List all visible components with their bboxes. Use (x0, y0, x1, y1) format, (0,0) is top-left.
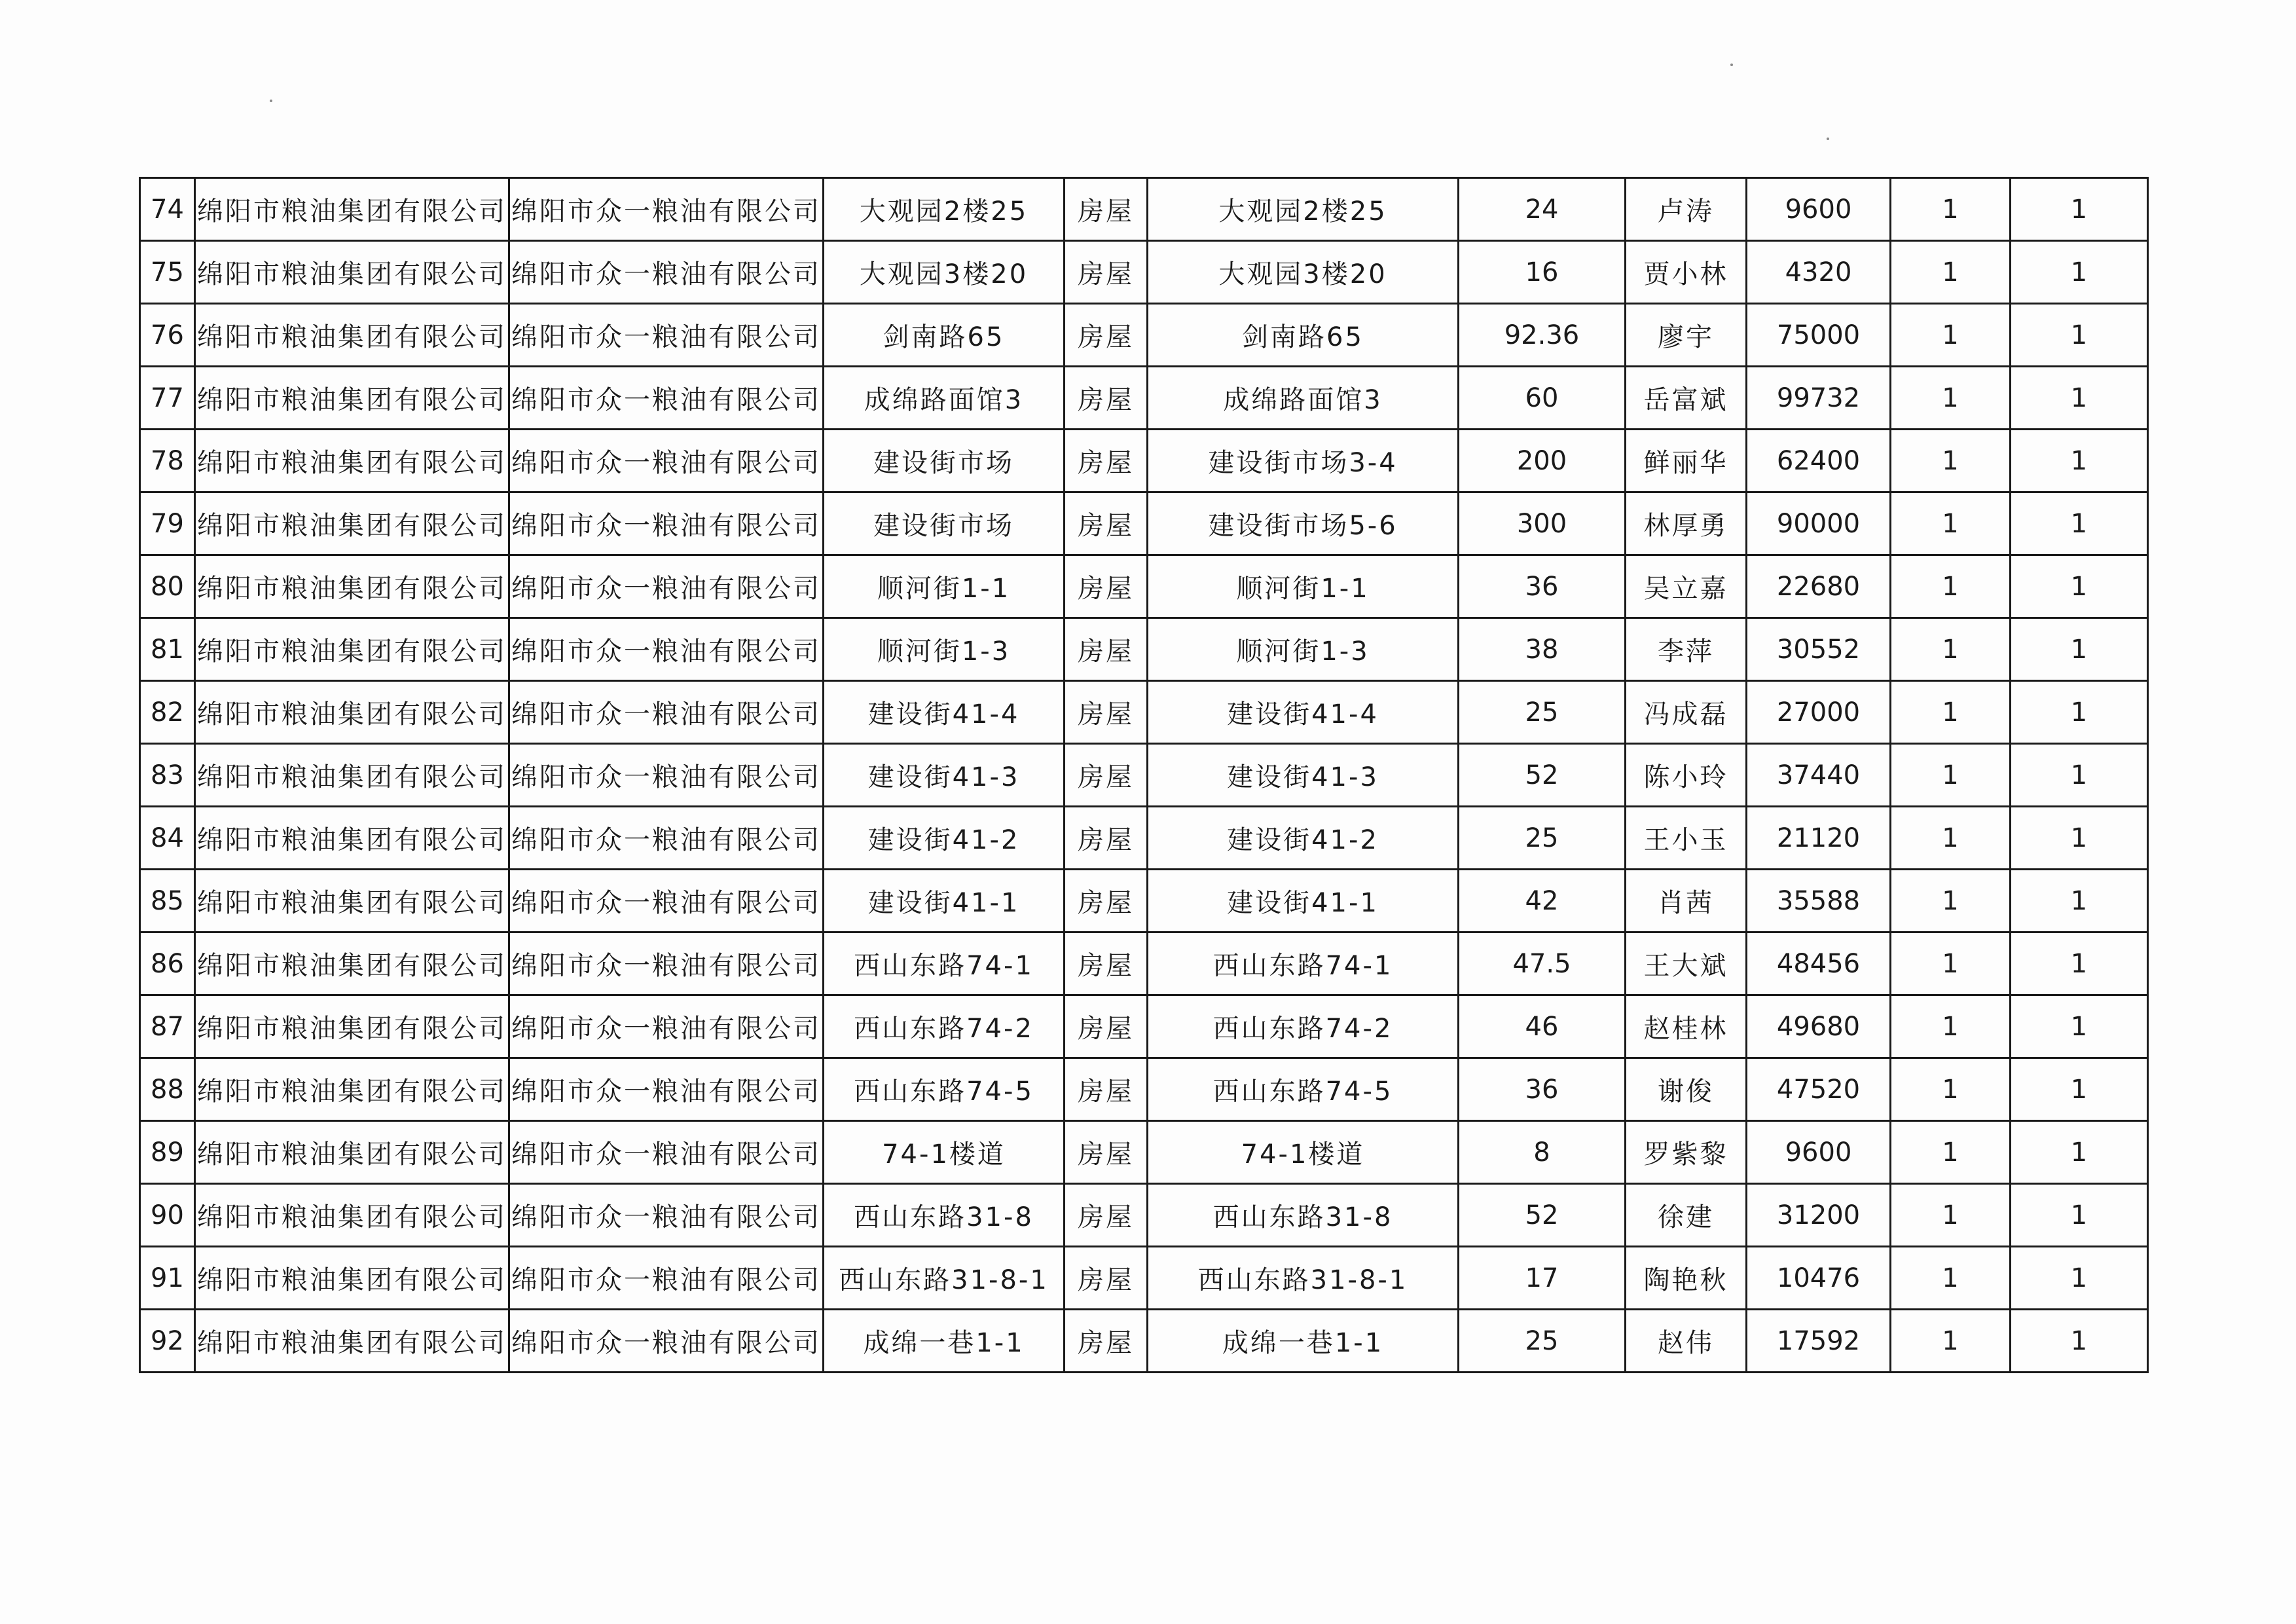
tenant-name-cell: 吴立嘉 (1626, 555, 1747, 618)
rent-amount-cell: 4320 (1747, 241, 1891, 304)
tenant-name-cell: 廖宇 (1626, 304, 1747, 367)
property-location-cell: 西山东路74-1 (824, 932, 1065, 995)
owner-company-cell: 绵阳市粮油集团有限公司 (195, 1121, 509, 1184)
tenant-name-cell: 李萍 (1626, 618, 1747, 681)
owner-company-cell: 绵阳市粮油集团有限公司 (195, 241, 509, 304)
managing-company-cell: 绵阳市众一粮油有限公司 (509, 241, 824, 304)
area-cell: 36 (1459, 555, 1626, 618)
col-11-value-cell: 1 (2011, 681, 2148, 744)
scan-speck (1827, 138, 1829, 140)
property-location-cell: 西山东路31-8-1 (824, 1247, 1065, 1310)
col-10-value-cell: 1 (1891, 744, 2011, 807)
asset-type-cell: 房屋 (1065, 744, 1148, 807)
tenant-name-cell: 林厚勇 (1626, 492, 1747, 555)
area-cell: 25 (1459, 807, 1626, 870)
managing-company-cell: 绵阳市众一粮油有限公司 (509, 995, 824, 1058)
area-cell: 42 (1459, 870, 1626, 932)
owner-company-cell: 绵阳市粮油集团有限公司 (195, 681, 509, 744)
asset-type-cell: 房屋 (1065, 995, 1148, 1058)
tenant-name-cell: 鲜丽华 (1626, 430, 1747, 492)
asset-type-cell: 房屋 (1065, 1247, 1148, 1310)
area-cell: 17 (1459, 1247, 1626, 1310)
area-cell: 46 (1459, 995, 1626, 1058)
col-11-value-cell: 1 (2011, 1121, 2148, 1184)
table-row (140, 870, 2148, 932)
area-cell: 300 (1459, 492, 1626, 555)
owner-company-cell: 绵阳市粮油集团有限公司 (195, 492, 509, 555)
table-row (140, 1247, 2148, 1310)
row-index-cell: 79 (140, 492, 195, 555)
col-11-value-cell: 1 (2011, 367, 2148, 430)
row-index-cell: 85 (140, 870, 195, 932)
rent-amount-cell: 37440 (1747, 744, 1891, 807)
asset-name-cell: 74-1楼道 (1148, 1121, 1459, 1184)
rent-amount-cell: 27000 (1747, 681, 1891, 744)
asset-name-cell: 西山东路31-8 (1148, 1184, 1459, 1247)
asset-type-cell: 房屋 (1065, 492, 1148, 555)
asset-name-cell: 建设街41-4 (1148, 681, 1459, 744)
col-11-value-cell: 1 (2011, 1184, 2148, 1247)
asset-name-cell: 顺河街1-1 (1148, 555, 1459, 618)
table-row (140, 1121, 2148, 1184)
owner-company-cell: 绵阳市粮油集团有限公司 (195, 1310, 509, 1373)
property-location-cell: 成绵一巷1-1 (824, 1310, 1065, 1373)
area-cell: 47.5 (1459, 932, 1626, 995)
owner-company-cell: 绵阳市粮油集团有限公司 (195, 178, 509, 241)
tenant-name-cell: 谢俊 (1626, 1058, 1747, 1121)
property-location-cell: 建设街41-4 (824, 681, 1065, 744)
table-row (140, 1058, 2148, 1121)
area-cell: 16 (1459, 241, 1626, 304)
table-row (140, 995, 2148, 1058)
col-10-value-cell: 1 (1891, 367, 2011, 430)
tenant-name-cell: 岳富斌 (1626, 367, 1747, 430)
managing-company-cell: 绵阳市众一粮油有限公司 (509, 870, 824, 932)
rent-amount-cell: 48456 (1747, 932, 1891, 995)
property-location-cell: 成绵路面馆3 (824, 367, 1065, 430)
area-cell: 52 (1459, 744, 1626, 807)
col-10-value-cell: 1 (1891, 807, 2011, 870)
area-cell: 24 (1459, 178, 1626, 241)
col-11-value-cell: 1 (2011, 1247, 2148, 1310)
row-index-cell: 87 (140, 995, 195, 1058)
row-index-cell: 81 (140, 618, 195, 681)
row-index-cell: 80 (140, 555, 195, 618)
property-location-cell: 剑南路65 (824, 304, 1065, 367)
col-10-value-cell: 1 (1891, 870, 2011, 932)
table-row (140, 1310, 2148, 1373)
managing-company-cell: 绵阳市众一粮油有限公司 (509, 681, 824, 744)
asset-name-cell: 西山东路74-2 (1148, 995, 1459, 1058)
col-11-value-cell: 1 (2011, 241, 2148, 304)
table-row (140, 618, 2148, 681)
row-index-cell: 92 (140, 1310, 195, 1373)
row-index-cell: 78 (140, 430, 195, 492)
property-location-cell: 顺河街1-1 (824, 555, 1065, 618)
property-location-cell: 大观园2楼25 (824, 178, 1065, 241)
property-location-cell: 建设街41-1 (824, 870, 1065, 932)
rent-amount-cell: 99732 (1747, 367, 1891, 430)
rent-amount-cell: 21120 (1747, 807, 1891, 870)
tenant-name-cell: 贾小林 (1626, 241, 1747, 304)
managing-company-cell: 绵阳市众一粮油有限公司 (509, 744, 824, 807)
asset-name-cell: 西山东路74-1 (1148, 932, 1459, 995)
rent-amount-cell: 30552 (1747, 618, 1891, 681)
managing-company-cell: 绵阳市众一粮油有限公司 (509, 618, 824, 681)
rent-amount-cell: 9600 (1747, 178, 1891, 241)
property-location-cell: 建设街市场 (824, 492, 1065, 555)
asset-type-cell: 房屋 (1065, 1184, 1148, 1247)
asset-type-cell: 房屋 (1065, 681, 1148, 744)
asset-type-cell: 房屋 (1065, 1058, 1148, 1121)
table-row (140, 555, 2148, 618)
row-index-cell: 91 (140, 1247, 195, 1310)
col-10-value-cell: 1 (1891, 555, 2011, 618)
managing-company-cell: 绵阳市众一粮油有限公司 (509, 178, 824, 241)
area-cell: 200 (1459, 430, 1626, 492)
col-10-value-cell: 1 (1891, 430, 2011, 492)
asset-name-cell: 建设街41-1 (1148, 870, 1459, 932)
col-11-value-cell: 1 (2011, 1058, 2148, 1121)
managing-company-cell: 绵阳市众一粮油有限公司 (509, 555, 824, 618)
asset-name-cell: 顺河街1-3 (1148, 618, 1459, 681)
row-index-cell: 84 (140, 807, 195, 870)
asset-type-cell: 房屋 (1065, 241, 1148, 304)
col-11-value-cell: 1 (2011, 492, 2148, 555)
asset-type-cell: 房屋 (1065, 1121, 1148, 1184)
property-location-cell: 大观园3楼20 (824, 241, 1065, 304)
col-11-value-cell: 1 (2011, 995, 2148, 1058)
managing-company-cell: 绵阳市众一粮油有限公司 (509, 1310, 824, 1373)
row-index-cell: 89 (140, 1121, 195, 1184)
asset-type-cell: 房屋 (1065, 870, 1148, 932)
managing-company-cell: 绵阳市众一粮油有限公司 (509, 304, 824, 367)
asset-name-cell: 建设街41-2 (1148, 807, 1459, 870)
rent-amount-cell: 62400 (1747, 430, 1891, 492)
rent-amount-cell: 31200 (1747, 1184, 1891, 1247)
asset-name-cell: 成绵路面馆3 (1148, 367, 1459, 430)
scan-speck (1730, 64, 1733, 66)
owner-company-cell: 绵阳市粮油集团有限公司 (195, 995, 509, 1058)
col-11-value-cell: 1 (2011, 555, 2148, 618)
row-index-cell: 75 (140, 241, 195, 304)
col-10-value-cell: 1 (1891, 1121, 2011, 1184)
asset-name-cell: 西山东路74-5 (1148, 1058, 1459, 1121)
owner-company-cell: 绵阳市粮油集团有限公司 (195, 1058, 509, 1121)
area-cell: 60 (1459, 367, 1626, 430)
owner-company-cell: 绵阳市粮油集团有限公司 (195, 618, 509, 681)
asset-type-cell: 房屋 (1065, 807, 1148, 870)
area-cell: 38 (1459, 618, 1626, 681)
table-body (140, 178, 2148, 1373)
col-11-value-cell: 1 (2011, 618, 2148, 681)
row-index-cell: 90 (140, 1184, 195, 1247)
property-location-cell: 建设街市场 (824, 430, 1065, 492)
property-location-cell: 建设街41-2 (824, 807, 1065, 870)
managing-company-cell: 绵阳市众一粮油有限公司 (509, 367, 824, 430)
col-10-value-cell: 1 (1891, 1184, 2011, 1247)
table-row (140, 367, 2148, 430)
table-row (140, 178, 2148, 241)
col-10-value-cell: 1 (1891, 178, 2011, 241)
asset-type-cell: 房屋 (1065, 1310, 1148, 1373)
tenant-name-cell: 冯成磊 (1626, 681, 1747, 744)
owner-company-cell: 绵阳市粮油集团有限公司 (195, 870, 509, 932)
managing-company-cell: 绵阳市众一粮油有限公司 (509, 1247, 824, 1310)
managing-company-cell: 绵阳市众一粮油有限公司 (509, 430, 824, 492)
managing-company-cell: 绵阳市众一粮油有限公司 (509, 932, 824, 995)
col-10-value-cell: 1 (1891, 618, 2011, 681)
tenant-name-cell: 王大斌 (1626, 932, 1747, 995)
table-row (140, 430, 2148, 492)
table-row (140, 492, 2148, 555)
col-11-value-cell: 1 (2011, 304, 2148, 367)
managing-company-cell: 绵阳市众一粮油有限公司 (509, 492, 824, 555)
property-location-cell: 西山东路74-5 (824, 1058, 1065, 1121)
col-10-value-cell: 1 (1891, 492, 2011, 555)
tenant-name-cell: 肖茜 (1626, 870, 1747, 932)
owner-company-cell: 绵阳市粮油集团有限公司 (195, 430, 509, 492)
asset-name-cell: 成绵一巷1-1 (1148, 1310, 1459, 1373)
property-location-cell: 顺河街1-3 (824, 618, 1065, 681)
tenant-name-cell: 王小玉 (1626, 807, 1747, 870)
col-10-value-cell: 1 (1891, 241, 2011, 304)
table-row (140, 744, 2148, 807)
tenant-name-cell: 徐建 (1626, 1184, 1747, 1247)
rent-amount-cell: 75000 (1747, 304, 1891, 367)
col-11-value-cell: 1 (2011, 178, 2148, 241)
asset-name-cell: 建设街41-3 (1148, 744, 1459, 807)
rent-amount-cell: 90000 (1747, 492, 1891, 555)
owner-company-cell: 绵阳市粮油集团有限公司 (195, 932, 509, 995)
table-row (140, 304, 2148, 367)
tenant-name-cell: 罗紫黎 (1626, 1121, 1747, 1184)
col-11-value-cell: 1 (2011, 1310, 2148, 1373)
rent-amount-cell: 35588 (1747, 870, 1891, 932)
rent-amount-cell: 10476 (1747, 1247, 1891, 1310)
area-cell: 92.36 (1459, 304, 1626, 367)
asset-name-cell: 剑南路65 (1148, 304, 1459, 367)
col-11-value-cell: 1 (2011, 932, 2148, 995)
owner-company-cell: 绵阳市粮油集团有限公司 (195, 1247, 509, 1310)
property-lease-table (139, 177, 2149, 1373)
row-index-cell: 88 (140, 1058, 195, 1121)
table-row (140, 1184, 2148, 1247)
asset-name-cell: 大观园3楼20 (1148, 241, 1459, 304)
property-location-cell: 西山东路74-2 (824, 995, 1065, 1058)
row-index-cell: 86 (140, 932, 195, 995)
property-location-cell: 74-1楼道 (824, 1121, 1065, 1184)
area-cell: 52 (1459, 1184, 1626, 1247)
managing-company-cell: 绵阳市众一粮油有限公司 (509, 1184, 824, 1247)
asset-type-cell: 房屋 (1065, 178, 1148, 241)
tenant-name-cell: 陈小玲 (1626, 744, 1747, 807)
rent-amount-cell: 22680 (1747, 555, 1891, 618)
owner-company-cell: 绵阳市粮油集团有限公司 (195, 367, 509, 430)
owner-company-cell: 绵阳市粮油集团有限公司 (195, 1184, 509, 1247)
table-row (140, 932, 2148, 995)
asset-type-cell: 房屋 (1065, 932, 1148, 995)
col-10-value-cell: 1 (1891, 681, 2011, 744)
row-index-cell: 77 (140, 367, 195, 430)
asset-type-cell: 房屋 (1065, 430, 1148, 492)
property-location-cell: 建设街41-3 (824, 744, 1065, 807)
managing-company-cell: 绵阳市众一粮油有限公司 (509, 1058, 824, 1121)
area-cell: 25 (1459, 681, 1626, 744)
row-index-cell: 83 (140, 744, 195, 807)
property-location-cell: 西山东路31-8 (824, 1184, 1065, 1247)
managing-company-cell: 绵阳市众一粮油有限公司 (509, 807, 824, 870)
row-index-cell: 76 (140, 304, 195, 367)
table-row (140, 681, 2148, 744)
table-row (140, 241, 2148, 304)
asset-name-cell: 西山东路31-8-1 (1148, 1247, 1459, 1310)
col-10-value-cell: 1 (1891, 1310, 2011, 1373)
tenant-name-cell: 陶艳秋 (1626, 1247, 1747, 1310)
asset-type-cell: 房屋 (1065, 618, 1148, 681)
rent-amount-cell: 47520 (1747, 1058, 1891, 1121)
tenant-name-cell: 卢涛 (1626, 178, 1747, 241)
owner-company-cell: 绵阳市粮油集团有限公司 (195, 555, 509, 618)
col-11-value-cell: 1 (2011, 870, 2148, 932)
col-10-value-cell: 1 (1891, 1058, 2011, 1121)
table-row (140, 807, 2148, 870)
tenant-name-cell: 赵伟 (1626, 1310, 1747, 1373)
owner-company-cell: 绵阳市粮油集团有限公司 (195, 304, 509, 367)
rent-amount-cell: 17592 (1747, 1310, 1891, 1373)
asset-type-cell: 房屋 (1065, 367, 1148, 430)
asset-type-cell: 房屋 (1065, 304, 1148, 367)
area-cell: 8 (1459, 1121, 1626, 1184)
asset-name-cell: 大观园2楼25 (1148, 178, 1459, 241)
row-index-cell: 74 (140, 178, 195, 241)
col-11-value-cell: 1 (2011, 430, 2148, 492)
tenant-name-cell: 赵桂林 (1626, 995, 1747, 1058)
rent-amount-cell: 49680 (1747, 995, 1891, 1058)
scan-speck (270, 100, 272, 102)
row-index-cell: 82 (140, 681, 195, 744)
area-cell: 36 (1459, 1058, 1626, 1121)
col-10-value-cell: 1 (1891, 932, 2011, 995)
col-11-value-cell: 1 (2011, 744, 2148, 807)
col-11-value-cell: 1 (2011, 807, 2148, 870)
col-10-value-cell: 1 (1891, 304, 2011, 367)
asset-name-cell: 建设街市场5-6 (1148, 492, 1459, 555)
asset-type-cell: 房屋 (1065, 555, 1148, 618)
col-10-value-cell: 1 (1891, 995, 2011, 1058)
owner-company-cell: 绵阳市粮油集团有限公司 (195, 807, 509, 870)
rent-amount-cell: 9600 (1747, 1121, 1891, 1184)
managing-company-cell: 绵阳市众一粮油有限公司 (509, 1121, 824, 1184)
area-cell: 25 (1459, 1310, 1626, 1373)
owner-company-cell: 绵阳市粮油集团有限公司 (195, 744, 509, 807)
asset-name-cell: 建设街市场3-4 (1148, 430, 1459, 492)
col-10-value-cell: 1 (1891, 1247, 2011, 1310)
